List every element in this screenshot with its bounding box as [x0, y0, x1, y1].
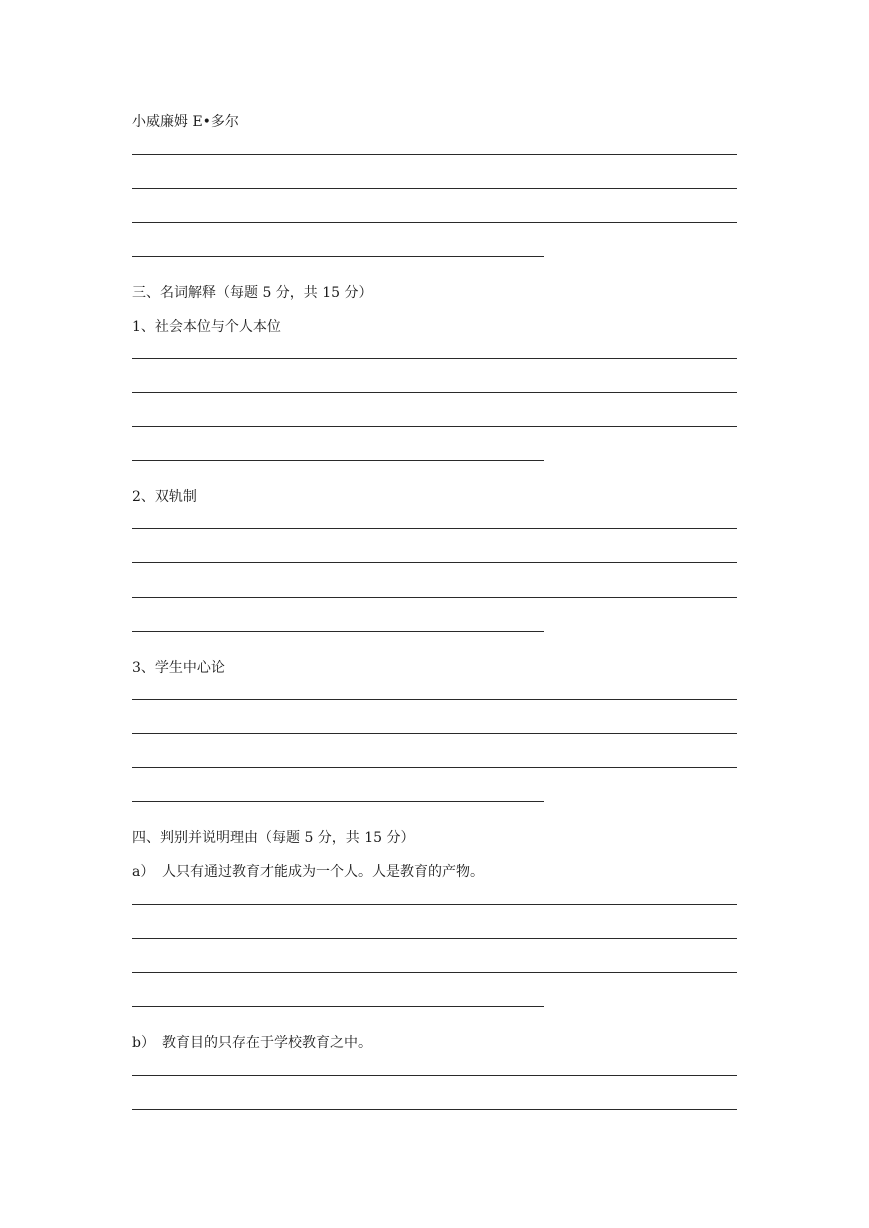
answer-line: [132, 938, 737, 939]
answer-line: [132, 1006, 544, 1007]
answer-line: [132, 801, 544, 802]
judgement-a-text: 人只有通过教育才能成为一个人。人是教育的产物。: [162, 864, 484, 880]
answer-line: [132, 733, 737, 734]
answer-line: [132, 904, 737, 905]
answer-line: [132, 392, 737, 393]
author-heading: 小威廉姆 E•多尔: [132, 114, 239, 130]
item-tag-a: a）: [132, 864, 155, 880]
answer-line: [132, 699, 737, 700]
answer-line: [132, 562, 737, 563]
answer-line: [132, 154, 737, 155]
answer-line: [132, 358, 737, 359]
answer-line: [132, 597, 737, 598]
answer-line: [132, 460, 544, 461]
judgement-b: [132, 1034, 372, 1052]
answer-line: [132, 426, 737, 427]
item-tag-b: b）: [132, 1035, 155, 1051]
judgement-a: [132, 863, 484, 881]
term-3-label: 3、学生中心论: [132, 660, 225, 676]
answer-line: [132, 188, 737, 189]
answer-line: [132, 1109, 737, 1110]
answer-line: [132, 631, 544, 632]
answer-line: [132, 256, 544, 257]
section-4-title: 四、判别并说明理由（每题 5 分，共 15 分）: [132, 830, 415, 846]
section-3-title: 三、名词解释（每题 5 分，共 15 分）: [132, 285, 373, 301]
judgement-b-text: 教育目的只存在于学校教育之中。: [162, 1035, 372, 1051]
answer-line: [132, 972, 737, 973]
term-2-label: 2、双轨制: [132, 489, 197, 505]
answer-line: [132, 767, 737, 768]
term-1-label: 1、社会本位与个人本位: [132, 319, 281, 335]
answer-line: [132, 1075, 737, 1076]
answer-line: [132, 222, 737, 223]
answer-line: [132, 528, 737, 529]
